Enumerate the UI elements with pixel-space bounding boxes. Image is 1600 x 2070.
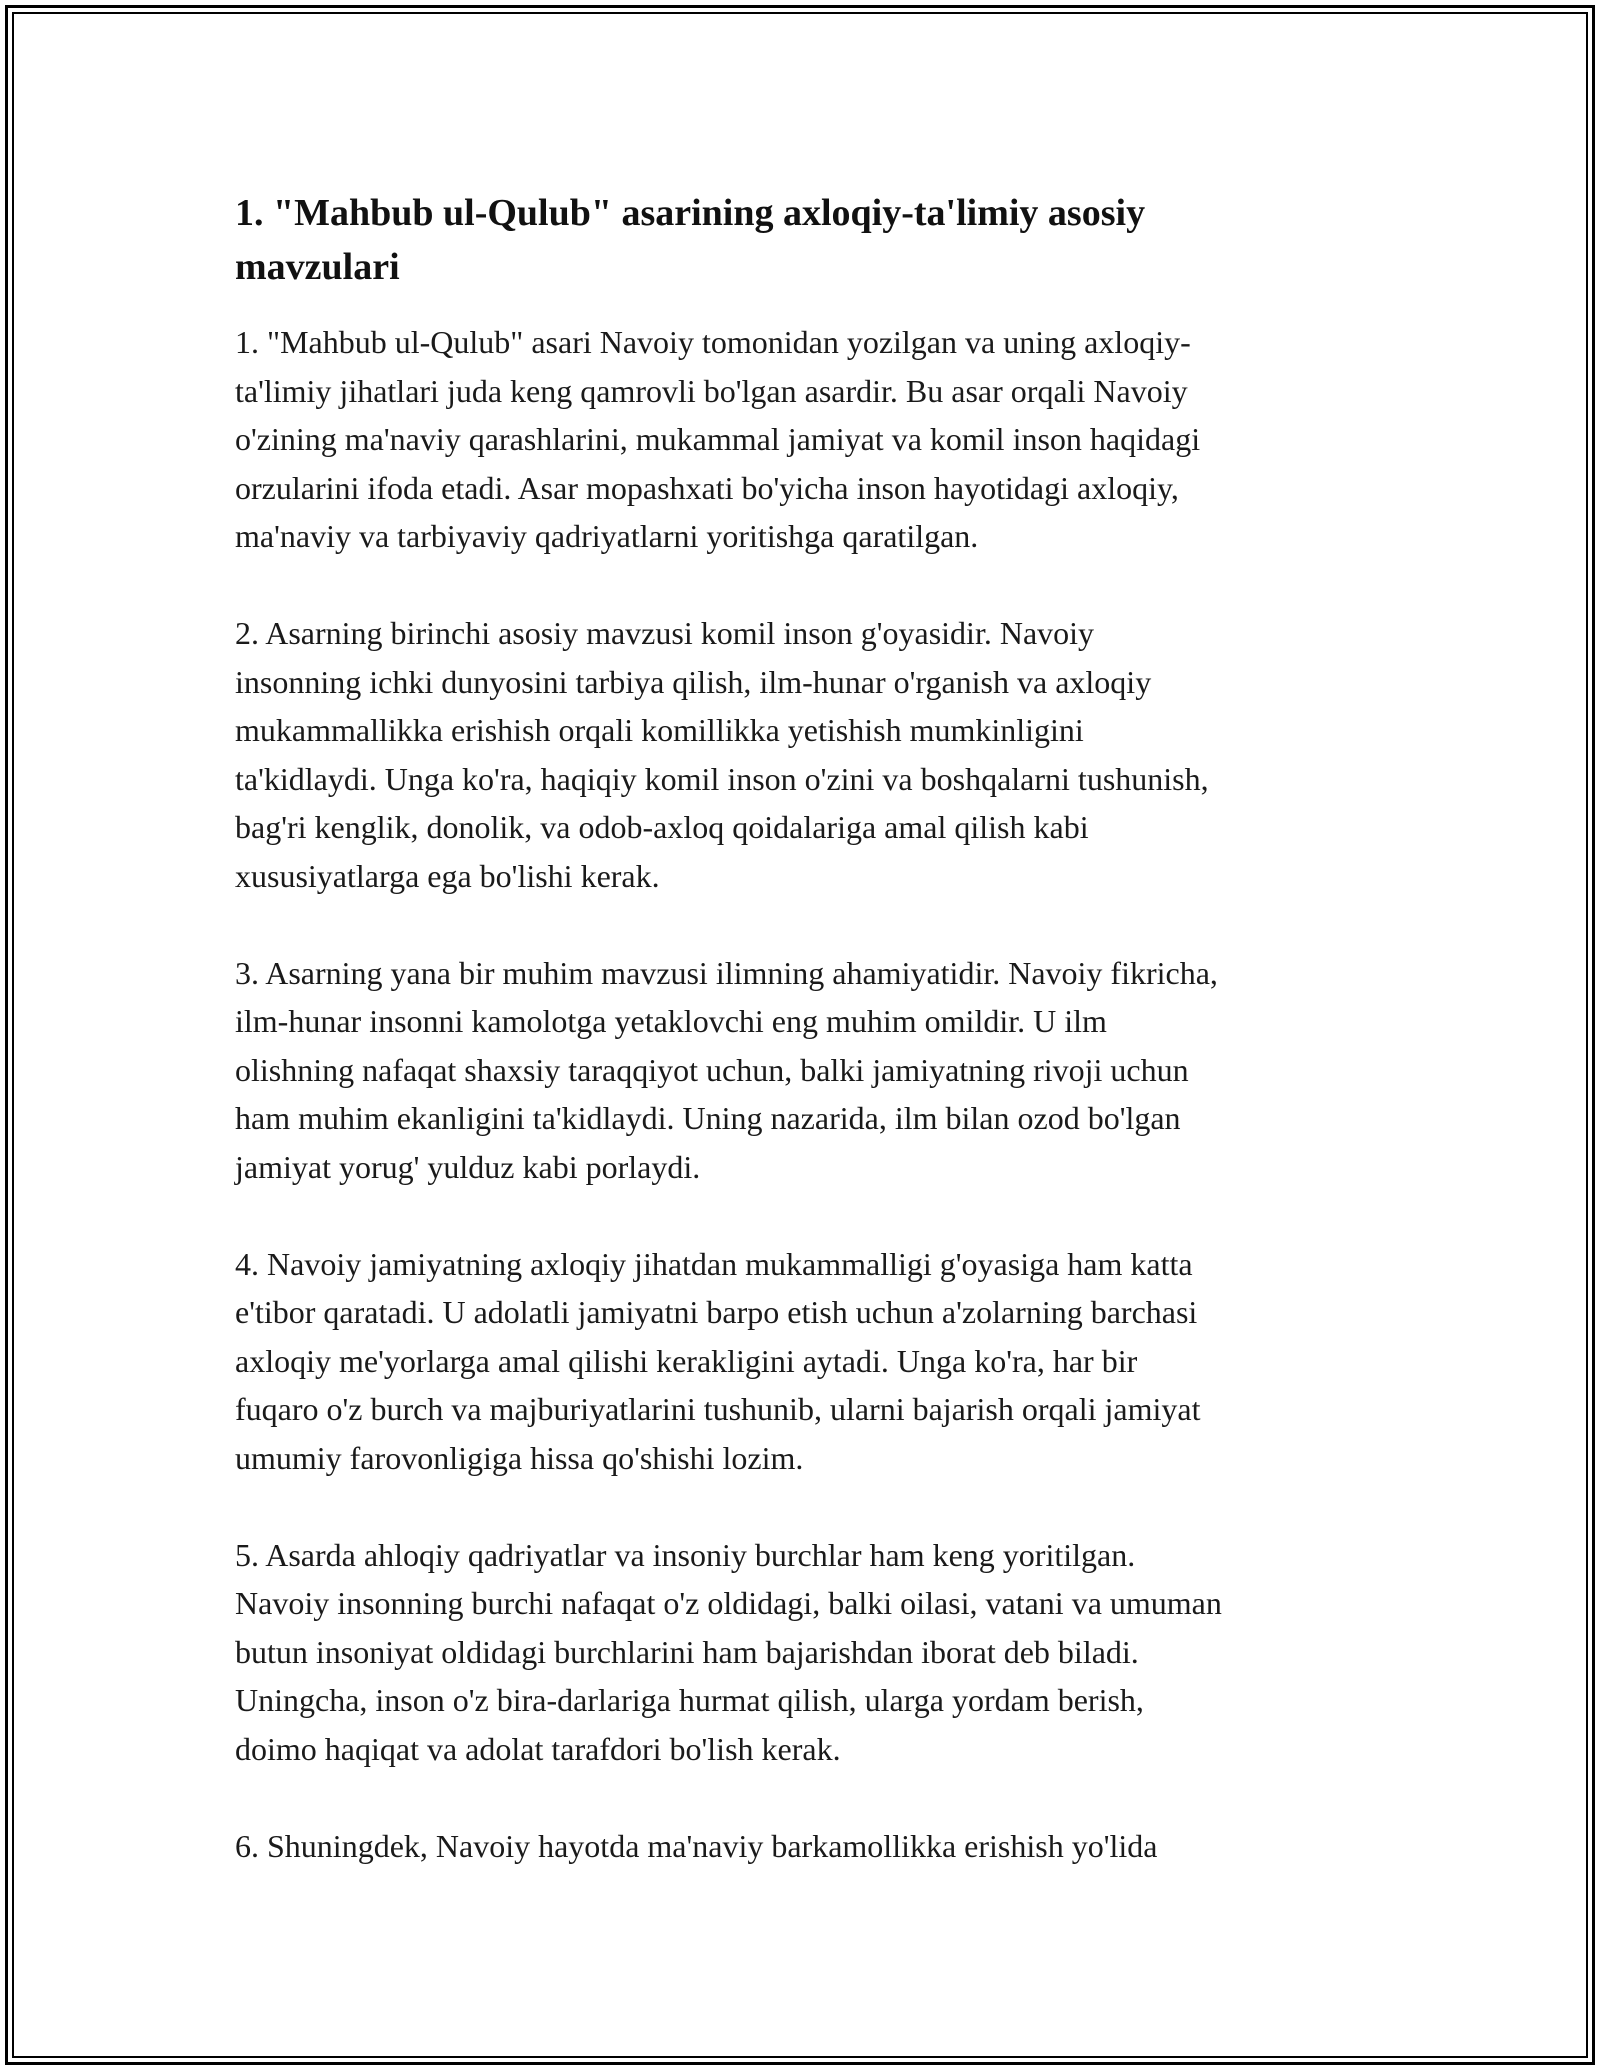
paragraph-1: 1. "Mahbub ul-Qulub" asari Navoiy tomonidan yozilgan va uning axloqiy- ta'limiy jihatlari juda keng qamrovli bo'lgan asardir. Bu asar orqali Navoiy o'zining ma'naviy qarashlarini, mukammal jamiyat va komil inson haqidagi orzularini ifoda etadi. Asar mopashxati bo'yicha inson hayotidagi axloqiy, ma'naviy va tarbiyaviy qadriyatlarni yoritishga qaratilgan.	[235, 324, 1201, 554]
document-body	[235, 186, 1385, 1919]
paragraph-4: 4. Navoiy jamiyatning axloqiy jihatdan mukammalligi g'oyasiga ham katta e'tibor qaratadi. U adolatli jamiyatni barpo etish uchun a'zolarning barchasi axloqiy me'yorlarga amal qilishi kerakligini aytadi. Unga ko'ra, har bir fuqaro o'z burch va majburiyatlarini tushunib, ularni bajarish orqali jamiyat umumiy farovonligiga hissa qo'shishi lozim.	[235, 1245, 1201, 1476]
paragraph-2: 2. Asarning birinchi asosiy mavzusi komil inson g'oyasidir. Navoiy insonning ichki dunyosini tarbiya qilish, ilm-hunar o'rganish va axloqiy mukammallikka erishish orqali komillikka yetishish mumkinligini ta'kidlaydi. Unga ko'ra, haqiqiy komil inson o'zini va boshqalarni tushunish, bag'ri kenglik, donolik, va odob-axloq qoidalariga amal qilish kabi xususiyatlarga ega bo'lishi kerak.	[235, 615, 1209, 894]
paragraph-3: 3. Asarning yana bir muhim mavzusi ilimning ahamiyatidir. Navoiy fikricha, ilm-hunar insonni kamolotga yetaklovchi eng muhim omildir. U ilm olishning nafaqat shaxsiy taraqqiyot uchun, balki jamiyatning rivoji uchun ham muhim ekanligini ta'kidlaydi. Uning nazarida, ilm bilan ozod bo'lgan jamiyat yorug' yulduz kabi porlaydi.	[235, 954, 1218, 1185]
document-title: 1. "Mahbub ul-Qulub" asarining axloqiy-ta'limiy asosiy mavzulari	[235, 192, 1146, 288]
paragraph-6: 6. Shuningdek, Navoiy hayotda ma'naviy barkamollikka erishish yo'lida	[235, 1827, 1158, 1864]
paragraph-5: 5. Asarda ahloqiy qadriyatlar va insoniy burchlar ham keng yoritilgan. Navoiy insonning burchi nafaqat o'z oldidagi, balki oilasi, vatani va umuman butun insoniyat oldidagi burchlarini ham bajarishdan iborat deb biladi. Uningcha, inson o'z bira-darlariga hurmat qilish, ularga yordam berish, doimo haqiqat va adolat tarafdori bo'lish kerak.	[235, 1536, 1222, 1767]
